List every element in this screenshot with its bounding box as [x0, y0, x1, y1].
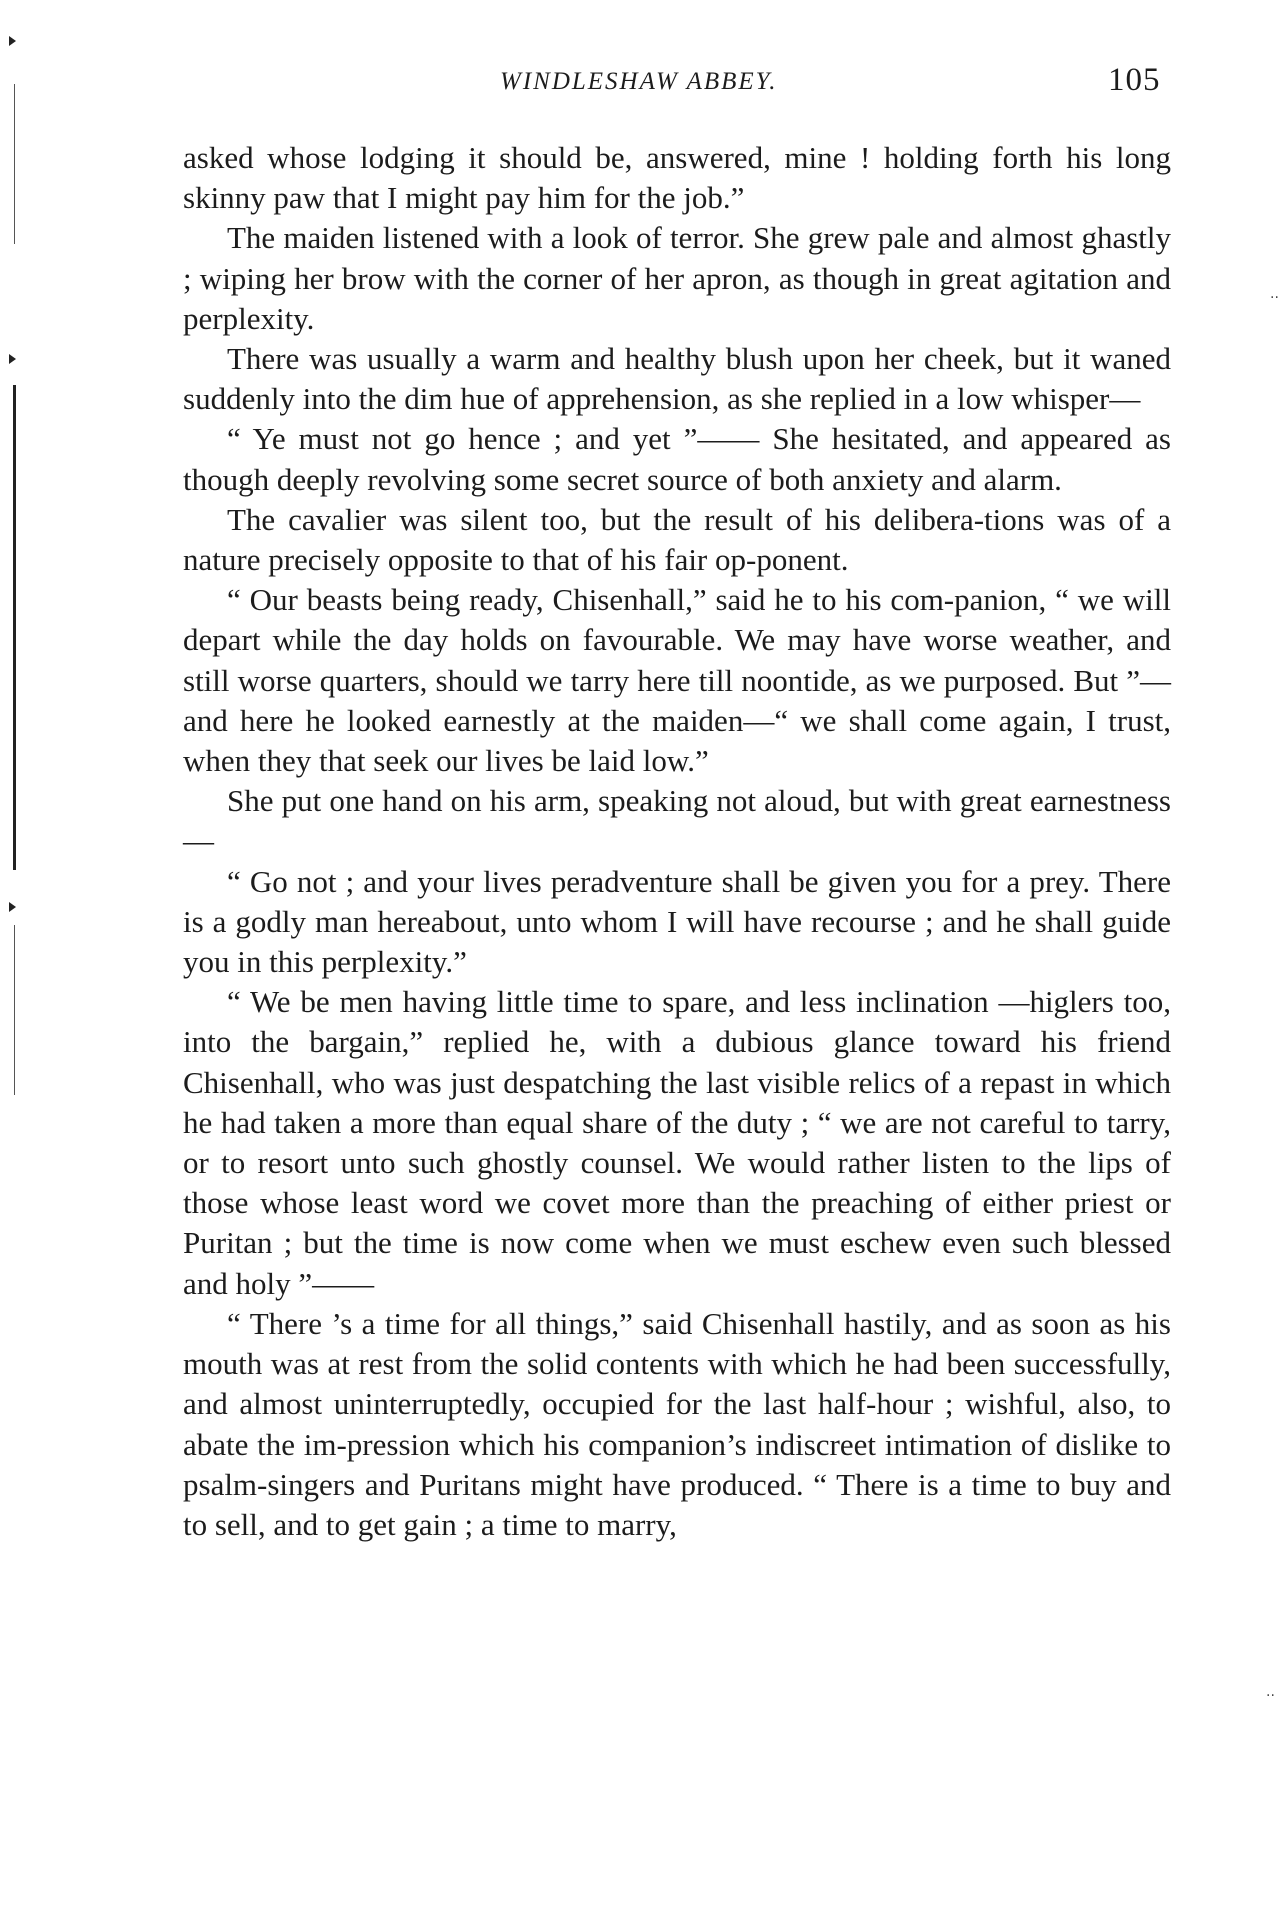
paragraph-4: “ Ye must not go hence ; and yet ”—— She hesitated, and appeared as though deeply revolving some secret source of both anxiety and alarm.	[183, 421, 1171, 497]
margin-rule-main	[13, 385, 16, 870]
running-title: WINDLESHAW ABBEY.	[500, 68, 778, 95]
margin-rule-lower	[14, 925, 15, 1095]
paragraph-10: “ There ’s a time for all things,” said Chisenhall hastily, and as soon as his mouth was at rest from the solid contents with which he had been successfully, and almost uninterruptedly, occupied for the last half-hour ; wishful, also, to abate the im-pression which his companion’s indiscreet intimation of dislike to psalm-singers and Puritans might have produced. “ There is a time to buy and to sell, and to get gain ; a time to marry,	[183, 1305, 1171, 1542]
paragraph-8: “ Go not ; and your lives peradventure shall be given you for a prey. There is a godly man hereabout, unto whom I will have recourse ; and he shall guide you in this perplexity.”	[183, 863, 1171, 980]
paragraph-6: “ Our beasts being ready, Chisenhall,” said he to his com-panion, “ we will depart while the day holds on favourable. We may have worse weather, and still worse quarters, should we tarry here till noontide, as we purposed. But ”—and here he looked earnestly at the maiden—“ we shall come again, I trust, when they that seek our lives be laid low.”	[183, 582, 1171, 779]
page-number: 105	[1108, 62, 1161, 98]
margin-mark-top	[9, 36, 16, 46]
paragraph-1: asked whose lodging it should be, answered, mine ! holding forth his long skinny paw that I might pay him for the job.”	[183, 140, 1171, 216]
paragraph-9: “ We be men having little time to spare, and less inclination —higlers too, into the bargain,” replied he, with a dubious glance toward his friend Chisenhall, who was just despatching the last visible relics of a repast in which he had taken a more than equal share of the duty ; “ we are not careful to tarry, or to resort unto such ghostly counsel. We would rather listen to the lips of those whose least word we covet more than the preaching of either priest or Puritan ; but the time is now come when we must eschew even such blessed and holy ”——	[183, 984, 1171, 1301]
paragraph-3: There was usually a warm and healthy blush upon her cheek, but it waned suddenly into the dim hue of apprehension, as she replied in a low whisper—	[183, 341, 1171, 417]
paragraph-2: The maiden listened with a look of terror. She grew pale and almost ghastly ; wiping her brow with the corner of her apron, as though in great agitation and perplexity.	[183, 220, 1171, 336]
body-text	[183, 138, 1171, 1545]
running-head	[0, 62, 1286, 102]
paragraph-7: She put one hand on his arm, speaking not aloud, but with great earnestness—	[183, 783, 1171, 859]
margin-dots-right-lower: ··	[1266, 1688, 1275, 1704]
margin-mark-lower	[9, 902, 16, 912]
paragraph-5: The cavalier was silent too, but the result of his delibera-tions was of a nature precisely opposite to that of his fair op-ponent.	[183, 501, 1171, 578]
margin-dots-right-upper: ··	[1270, 290, 1279, 306]
margin-rule-upper	[14, 84, 15, 244]
margin-mark-middle	[9, 354, 16, 364]
